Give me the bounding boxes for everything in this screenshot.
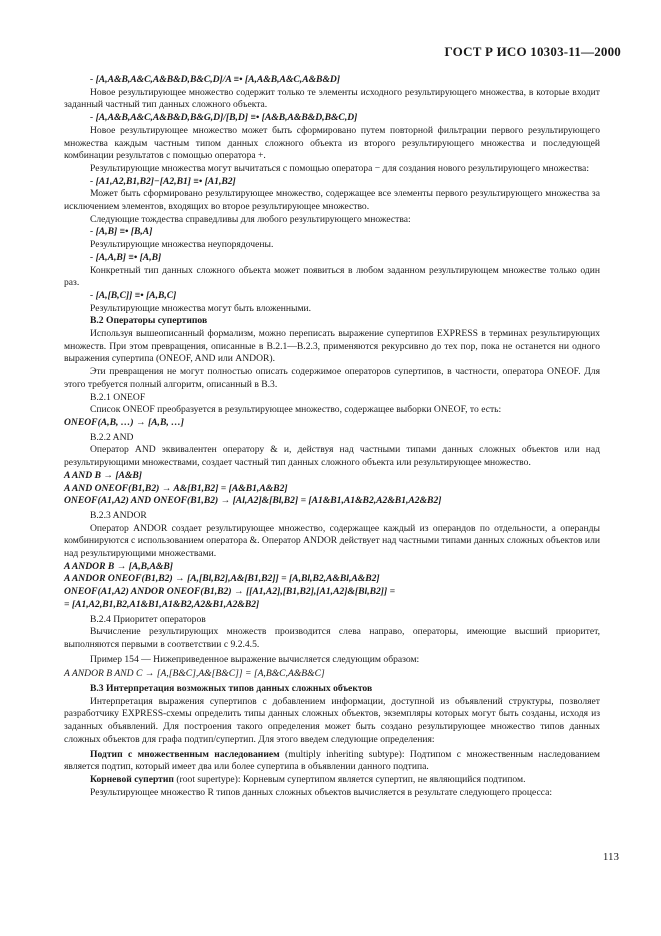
paragraph: Результирующие множества неупорядочены. [90,239,274,251]
formula-line: A AND B → [A&B] [64,469,143,481]
formula-line: - [A,A,B] ≡• [A,B] [90,251,162,263]
formula-line: ONEOF(A1,A2) AND ONEOF(B1,B2) → [Al,A2]&[Bl,B2] = [A1&B1,A1&B2,A2&B1,A2&B2] [64,495,442,507]
subsection-heading: B.2.1 ONEOF [90,391,146,403]
page-header: ГОСТ Р ИСО 10303-11—2000 [444,44,621,59]
paragraph: Вычисление результирующих множеств производится слева направо, операторы, имеющие высший приоритет, выполняются первыми в соответствии с 9.2.4.5. [64,626,600,650]
formula-line: = [A1,A2,B1,B2,A1&B1,A1&B2,A2&B1,A2&B2] [64,598,260,610]
paragraph: Новое результирующее множество содержит только те элементы исходного результирующего множества, в которые входит заданный частный тип данных сложного объекта. [64,86,600,111]
paragraph: Результирующее множество R типов данных сложных объектов вычисляется в результате следующего процесса: [90,786,553,798]
definition-text: (root supertype): Корневым супертипом является супертип, не являющийся подтипом. [173,773,526,785]
section-heading: B.3 Интерпретация возможных типов данных сложных объектов [90,683,373,695]
formula-line: ONEOF(A1,A2) ANDOR ONEOF(B1,B2) → [[A1,A2],[B1,B2],[A1,A2]&[Bl,B2]] = [64,586,396,598]
formula-line: ONEOF(A,B, …) → [A,B, …] [64,416,184,428]
definition [64,749,600,774]
formula-line: - [A,A&B,A&C,A&B&D,B&C,D]/A ≡• [A,A&B,A&C,A&B&D] [90,74,341,85]
paragraph: Результирующие множества могут быть вложенными. [90,302,312,314]
paragraph: Оператор AND эквивалентен оператору & и, действуя над частными типами данных сложных объектов или над результирующими множествами, создает частный тип данных сложного объекта или результирующее множество. [64,444,600,469]
page-number: 113 [602,851,619,863]
formula-line: A ANDOR ONEOF(B1,B2) → [A,[Bl,B2],A&[B1,B2]] = [A,Bl,B2,A&Bl,A&B2] [64,573,380,585]
paragraph: Конкретный тип данных сложного объекта может появиться в любом заданном результирующем множестве только один раз. [64,264,600,289]
paragraph: Эти превращения не могут полностью описать содержимое операторов супертипов, в частности, оператора ONEOF. Для этого требуется полный алгоритм, описанный в B.3. [64,366,600,390]
paragraph: Новое результирующее множество может быть сформировано путем повторной фильтрации первого результирующего множества каждым частным типом данных сложного объекта из второго результирующего множества и последующей комбинации результатов с помощью оператора +. [64,124,600,162]
subsection-heading: B.2.4 Приоритет операторов [90,613,206,625]
definition-term: Подтип с множественным наследованием [90,748,280,760]
paragraph: Список ONEOF преобразуется в результирующее множество, содержащее выборки ONEOF, то есть: [90,404,502,416]
example-note: Пример 154 — Нижеприведенное выражение вычисляется следующим образом: [90,653,420,665]
formula-line: - [A,A&B,A&C,A&B&D,B&G,D]/[B,D] ≡• [A&B,A&B&D,B&C,D] [90,112,358,124]
definition-term: Корневой супертип [90,773,174,785]
formula-line: - [A1,A2,B1,B2]−[A2,B1] ≡• [A1,B2] [90,175,236,187]
paragraph: Интерпретация выражения супертипов с добавлением информации, доступной из объявлений структуры, позволяет разработчику EXPRESS-схемы определить типы данных сложных объектов, экземпляры которых могут быть созданы, исходя из заданных объявлений. Для построения такого определения может быть создано результирующее множество типов данных сложных объектов для графа подтип/супертип. Для этого введем следующие определения: [64,695,600,745]
formula-line: - [A,[B,C]] ≡• [A,B,C] [90,289,177,301]
formula-line: A ANDOR B → [A,B,A&B] [64,560,173,572]
page-body [64,74,600,799]
subsection-heading: B.2.3 ANDOR [90,509,147,521]
definition-text: (multiply inheriting subtype): Подтипом с множественным наследованием является подтип, который имеет два или более супертипа в объявлении данного подтипа. [64,748,600,773]
paragraph: Используя вышеописанный формализм, можно переписать выражение супертипов EXPRESS в терминах результирующих множеств. При этом превращения, описанные в B.2.1—B.2.3, применяются рекурсивно до тех пор, пока не останется ни одного выражения супертипа (ONEOF, AND или ANDOR). [64,328,600,365]
subsection-heading: B.2.2 AND [90,431,134,443]
paragraph: Следующие тождества справедливы для любого результирующего множества: [90,213,411,225]
formula-line: A ANDOR B AND C → [A,[B&C],A&[B&C]] = [A,B&C,A&B&C] [64,668,325,680]
formula-line: - [A,B] ≡• [B,A] [90,226,153,238]
section-heading: B.2 Операторы супертипов [90,315,208,327]
paragraph: Оператор ANDOR создает результирующее множество, содержащее каждый из операндов по отдельности, а операнды комбинируются с использованием оператора &. Оператор ANDOR действует над частными типами данных сложных объектов или над результирующими множествами. [64,522,600,560]
definition [64,774,600,787]
paragraph: Может быть сформировано результирующее множество, содержащее все элементы первого результирующего множества за исключением элементов, входящих во второе результирующее множество. [64,188,600,213]
formula-line: A AND ONEOF(B1,B2) → A&[B1,B2] = [A&B1,A&B2] [64,482,288,494]
paragraph: Результирующие множества могут вычитаться с помощью оператора − для создания нового результирующего множества: [90,162,589,174]
